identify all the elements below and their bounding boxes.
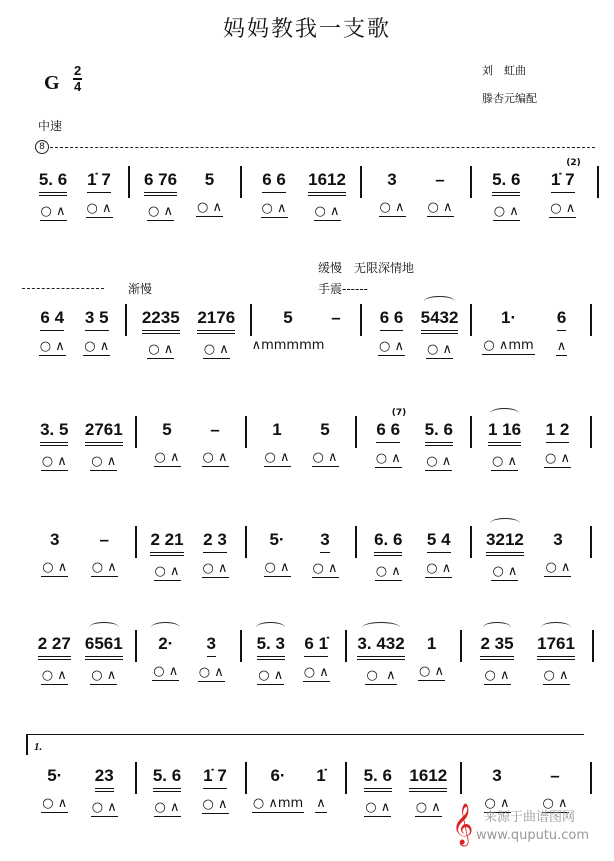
articulation-marks: ∧mmmmm [251, 338, 325, 353]
beat [488, 168, 524, 228]
note-group: 23 [95, 764, 114, 792]
measure [253, 764, 339, 824]
articulation-marks: ○ ∧ [91, 560, 117, 575]
beat [414, 632, 450, 692]
bar-line [590, 416, 592, 448]
articulation-marks: ○ ∧ [543, 668, 569, 683]
beat [148, 632, 184, 692]
articulation-marks: ○ ∧ [154, 800, 180, 815]
bar-line [470, 166, 472, 198]
note-group: 1 [426, 634, 437, 653]
note-group: – [210, 420, 220, 439]
articulation-marks: ○ ∧ [154, 450, 180, 465]
measure [468, 632, 586, 692]
beat [421, 418, 457, 478]
articulation-marks: ○ ∧mm [483, 338, 534, 353]
bar-line [135, 526, 137, 558]
beat [370, 408, 407, 478]
note-group: 6 [557, 306, 566, 331]
note-group: 3. 5 [40, 418, 68, 446]
slur-mark [490, 518, 520, 529]
measure [30, 764, 129, 824]
measure [143, 528, 239, 588]
beat [360, 764, 396, 824]
articulation-marks: ○ ∧ [365, 800, 391, 815]
beat [149, 418, 185, 478]
note-group: 6 6 [380, 306, 404, 331]
bar-line [460, 630, 462, 662]
slur-mark [541, 622, 571, 633]
articulation-marks: ○ ∧ [91, 800, 117, 815]
note-group: 5432 [421, 306, 459, 334]
bar-line [355, 416, 357, 448]
note-group: – [331, 308, 341, 327]
slur-mark [89, 622, 119, 633]
note-group: 5 4 [427, 528, 451, 553]
measure [30, 168, 122, 228]
bar-line [125, 304, 127, 336]
articulation-marks: ○ ∧ [542, 796, 568, 811]
beat [37, 528, 73, 588]
articulation-marks: ○ ∧ [493, 204, 519, 219]
note-group: 3 [492, 766, 502, 785]
first-ending-bracket [26, 734, 584, 755]
articulation-marks: ○ ∧ [153, 664, 179, 679]
articulation-marks: ○ ∧ [312, 561, 338, 576]
note-group: 6 6 [376, 418, 400, 443]
note-group: 1612 [409, 764, 447, 792]
articulation-marks: ○ ∧ [379, 200, 405, 215]
measure [133, 306, 244, 366]
beat [149, 764, 185, 824]
note-group: 2 27 [38, 632, 71, 660]
note-group: 3. 432 [357, 632, 404, 660]
articulation-marks: ○ ∧ [91, 668, 117, 683]
bar-line [590, 526, 592, 558]
articulation-marks: ○ ∧ [197, 200, 222, 215]
ottava-dashed-line [50, 147, 595, 148]
articulation-marks: ○ ∧ [41, 454, 67, 469]
beat [421, 528, 457, 588]
bar-line [250, 304, 252, 336]
beat [35, 168, 71, 228]
beat [422, 168, 458, 228]
note-group: 5. 6 [153, 764, 181, 792]
beat [308, 168, 346, 228]
note-group: – [550, 766, 560, 785]
articulation-marks: ○ ∧ [202, 797, 228, 812]
articulation-marks: ○ ∧ [419, 664, 445, 679]
slur-mark [362, 622, 400, 633]
articulation-marks: ○ ∧ [40, 204, 66, 219]
note-group: 3 [207, 632, 216, 657]
bar-line [590, 304, 592, 336]
note-group: 5· [269, 530, 285, 549]
beat [540, 418, 576, 478]
articulation-marks: ○ ∧ [415, 800, 441, 815]
bar-line [355, 526, 357, 558]
measure [248, 632, 339, 692]
measure [251, 306, 354, 366]
time-signature-top: 2 [74, 63, 82, 78]
grace-note: (7) [391, 408, 407, 418]
measure [30, 418, 129, 478]
slur-mark [490, 408, 519, 419]
arranger-credit: 滕杏元编配 [482, 92, 537, 105]
articulation-marks: ○ ∧ [41, 668, 67, 683]
beat [479, 632, 515, 692]
note-group: 5. 6 [492, 168, 520, 196]
articulation-marks: ○ ∧ [198, 665, 224, 680]
measure [363, 408, 464, 478]
articulation-marks: ○ ∧ [264, 560, 290, 575]
bar-line [470, 304, 472, 336]
articulation-marks: ○ ∧ [366, 668, 396, 683]
note-group: 1612 [308, 168, 346, 196]
beat [482, 306, 534, 366]
articulation-marks: ○ ∧ [312, 450, 338, 465]
note-group: 1 [272, 420, 282, 439]
beat [86, 764, 122, 824]
beat [370, 528, 406, 588]
articulation-marks: ○ ∧ [426, 561, 452, 576]
beat [143, 168, 179, 228]
volta-label: 1. [34, 741, 43, 753]
beat [81, 168, 117, 228]
beat [544, 306, 580, 366]
beat [421, 306, 459, 366]
articulation-marks: ○ ∧mm [252, 796, 304, 811]
bar-line [135, 630, 137, 662]
note-group: 6561 [85, 632, 123, 660]
beat [79, 306, 115, 366]
articulation-marks: ○ ∧ [492, 564, 518, 579]
note-group: 1· [501, 308, 517, 327]
beat [253, 764, 303, 824]
articulation-marks: ○ ∧ [154, 564, 180, 579]
time-signature [73, 64, 82, 94]
slur-mark [424, 296, 454, 307]
articulation-marks: ○ ∧ [258, 668, 284, 683]
score-row [30, 528, 600, 588]
beat [357, 632, 404, 692]
articulation-marks: ○ ∧ [484, 796, 510, 811]
measure [30, 632, 129, 692]
beat [142, 306, 180, 366]
note-group: 3 [50, 530, 60, 549]
note-group: – [99, 530, 109, 549]
note-group: 1 2 [546, 418, 570, 443]
ottava-dashed-line-continued [22, 288, 104, 289]
note-group: 3 [320, 528, 329, 553]
key-signature: G [44, 72, 60, 94]
note-group: 2235 [142, 306, 180, 334]
measure [253, 528, 349, 588]
measure [253, 418, 349, 478]
beat [193, 632, 229, 692]
beat [36, 418, 72, 478]
beat [37, 764, 73, 824]
beat [545, 158, 581, 228]
note-group: 2 21 [150, 528, 183, 556]
bar-line [240, 630, 242, 662]
watermark-site-name: 来源于曲谱图网 [484, 810, 576, 825]
composer-credit: 刘 虹曲 [482, 64, 526, 77]
tempo-marking: 中速 [38, 119, 63, 133]
note-group: 2176 [197, 306, 235, 334]
articulation-marks: ○ ∧ [545, 451, 570, 466]
score-row [30, 306, 600, 366]
note-group: 2· [158, 634, 174, 653]
articulation-marks: ○ ∧ [303, 665, 329, 680]
note-group: 2 35 [480, 632, 513, 660]
bar-line [360, 304, 362, 336]
beat [374, 306, 410, 366]
beat [318, 306, 354, 366]
bar-line [470, 416, 472, 448]
articulation-marks: ○ ∧ [379, 339, 405, 354]
note-group: 6 76 [144, 168, 177, 196]
note-group: 6 1̇ [304, 632, 328, 657]
beat [256, 168, 292, 228]
beat [149, 528, 185, 588]
articulation-marks: ○ ∧ [91, 454, 117, 469]
beat [374, 168, 410, 228]
note-group: 1̇ 7 [87, 168, 111, 193]
note-group: 5. 6 [364, 764, 392, 792]
vibrato-marking: 手震------ [318, 282, 368, 296]
measure [368, 168, 464, 228]
measure [478, 306, 584, 366]
beat [307, 528, 343, 588]
articulation-marks: ○ ∧ [375, 451, 401, 466]
bar-line [245, 762, 247, 794]
bar-line [135, 762, 137, 794]
grace-note: (2) [566, 158, 581, 168]
note-group: 2 3 [203, 528, 227, 553]
bar-line [128, 166, 130, 198]
articulation-marks: ○ ∧ [203, 342, 229, 357]
articulation-marks: ○ ∧ [484, 668, 510, 683]
beat [259, 528, 295, 588]
articulation-marks: ○ ∧ [427, 342, 453, 357]
articulation-marks: ○ ∧ [42, 796, 68, 811]
beat [259, 418, 295, 478]
rit-marking: 渐慢 [128, 282, 153, 296]
articulation-marks: ○ ∧ [39, 339, 65, 354]
beat [197, 418, 233, 478]
beat [487, 418, 523, 478]
note-group: – [435, 170, 445, 189]
note-group: 5 [162, 420, 172, 439]
beat [298, 632, 334, 692]
measure [143, 632, 234, 692]
bar-line [345, 630, 347, 662]
note-group: 3 [387, 170, 397, 189]
note-group: 1̇ [316, 766, 326, 785]
note-group: 3 5 [85, 306, 109, 331]
bar-line [135, 416, 137, 448]
note-group: 6. 6 [374, 528, 402, 556]
slur-mark [483, 622, 512, 633]
beat [197, 764, 233, 824]
beat [251, 306, 325, 366]
note-group: 5 [204, 170, 215, 189]
beat [537, 632, 575, 692]
treble-clef-logo-icon: 𝄞 [452, 804, 474, 845]
bar-line [470, 526, 472, 558]
articulation-marks: ○ ∧ [492, 454, 517, 469]
articulation-marks: ○ ∧ [314, 204, 340, 219]
articulation-marks: ○ ∧ [375, 564, 401, 579]
measure [136, 168, 234, 228]
beat [85, 632, 123, 692]
measure [248, 168, 354, 228]
score-row [30, 408, 600, 478]
score-row [30, 632, 600, 692]
beat [253, 632, 289, 692]
measure [478, 158, 591, 228]
articulation-marks: ○ ∧ [202, 450, 228, 465]
slur-mark [256, 622, 285, 633]
bar-line [597, 166, 599, 198]
articulation-marks: ○ ∧ [86, 201, 112, 216]
beat [197, 306, 235, 366]
watermark-url: www.qupu​tu.com [476, 828, 590, 843]
beat [540, 528, 576, 588]
bar-line [460, 762, 462, 794]
measure [368, 306, 464, 366]
beat [34, 306, 70, 366]
bar-line [240, 166, 242, 198]
articulation-marks: ○ ∧ [42, 560, 68, 575]
articulation-marks [333, 338, 339, 354]
bar-line [590, 762, 592, 794]
score-row [30, 158, 600, 228]
beat [36, 632, 72, 692]
articulation-marks: ○ ∧ [545, 560, 571, 575]
note-group: 5· [47, 766, 63, 785]
articulation-marks: ○ ∧ [148, 204, 173, 219]
articulation-marks: ○ ∧ [84, 339, 110, 354]
articulation-marks: ○ ∧ [148, 342, 174, 357]
articulation-marks: ○ ∧ [426, 454, 452, 469]
measure [143, 764, 239, 824]
note-group: 1761 [537, 632, 575, 660]
beat [85, 418, 123, 478]
beat [197, 528, 233, 588]
song-title: 妈妈教我一支歌 [222, 17, 391, 42]
articulation-marks: ○ ∧ [264, 450, 290, 465]
measure [363, 528, 464, 588]
measure [353, 764, 454, 824]
measure [478, 528, 584, 588]
time-signature-bottom: 4 [74, 79, 82, 94]
measure [353, 632, 454, 692]
bar-line [360, 166, 362, 198]
note-group: 1 16 [488, 418, 521, 446]
bar-line [592, 630, 594, 662]
articulation-marks: ○ ∧ [550, 201, 576, 216]
note-group: 1̇ 7 [551, 168, 575, 193]
beat [409, 764, 447, 824]
bar-line [345, 762, 347, 794]
beat [307, 418, 343, 478]
beat [192, 168, 228, 228]
beat [303, 764, 339, 824]
beat [486, 528, 524, 588]
note-group: 5. 3 [257, 632, 285, 660]
measure [478, 418, 584, 478]
note-group: 6 4 [40, 306, 64, 331]
note-group: 6· [270, 766, 286, 785]
expression-marking: 缓慢 无限深情地 [318, 261, 415, 275]
articulation-marks: ○ ∧ [261, 201, 287, 216]
note-group: 5. 6 [425, 418, 453, 446]
note-group: 2761 [85, 418, 123, 446]
note-group: 3 [553, 530, 563, 549]
beat [86, 528, 122, 588]
note-group: 5 [320, 420, 330, 439]
note-group: 1̇ 7 [203, 764, 227, 789]
bar-line [245, 416, 247, 448]
ottava-mark: 8 [35, 140, 49, 154]
note-group: 5 [283, 308, 293, 327]
measure [30, 306, 119, 366]
bar-line [245, 526, 247, 558]
measure [143, 418, 239, 478]
measure [30, 528, 129, 588]
slur-mark [151, 622, 180, 633]
articulation-marks: ∧ [316, 796, 326, 811]
note-group: 5. 6 [39, 168, 67, 196]
note-group: 3212 [486, 528, 524, 556]
articulation-marks: ○ ∧ [202, 561, 228, 576]
articulation-marks: ○ ∧ [427, 200, 453, 215]
note-group: 6 6 [262, 168, 286, 193]
articulation-marks: ∧ [556, 339, 567, 354]
